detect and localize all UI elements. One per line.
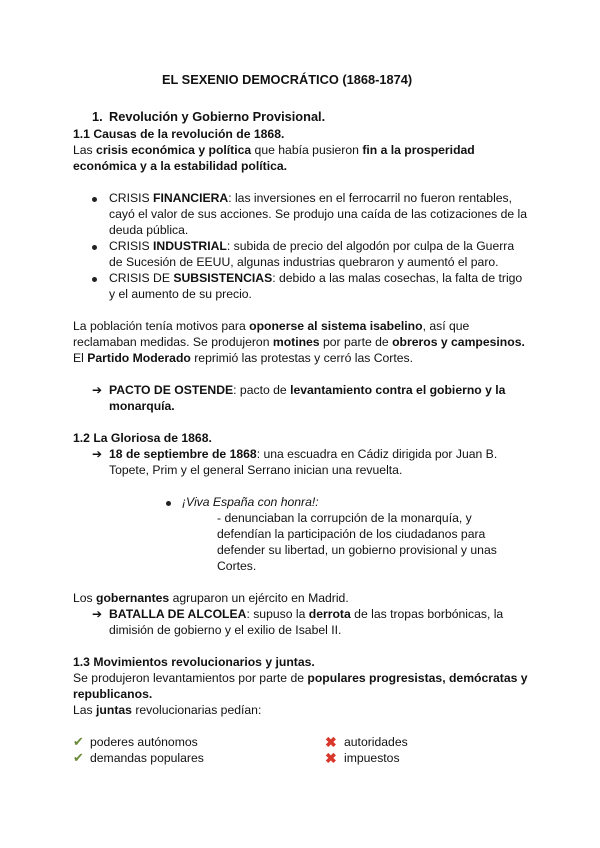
rejected-item: autoridades bbox=[344, 735, 408, 749]
subsection-1-2-heading: 1.2 La Gloriosa de 1868. bbox=[73, 431, 212, 445]
paragraph-line-3: El Partido Moderado reprimió las protestas y cerró las Cortes. bbox=[73, 351, 413, 365]
bullet-industrial-line-2: de Sucesión de EEUU, algunas industrias quebraron y aumentó el paro. bbox=[109, 255, 499, 269]
bullet-financiera-line-2: cayó el valor de sus acciones. Se produjo una caída de las cotizaciones de la bbox=[109, 207, 528, 221]
alcolea-line-1: BATALLA DE ALCOLEA: supuso la derrota de las tropas borbónicas, la bbox=[109, 607, 504, 621]
arrow-right-icon: ➔ bbox=[92, 383, 103, 397]
movimientos-line-1: Se produjeron levantamientos por parte de populares progresistas, demócratas y bbox=[73, 671, 528, 685]
paragraph-line-2: reclamaban medidas. Se produjeron motines por parte de obreros y campesinos. bbox=[73, 335, 525, 349]
cross-mark-icon: ✖ bbox=[325, 734, 337, 750]
arrow-right-icon: ➔ bbox=[92, 607, 103, 621]
viva-line-1: - denunciaban la corrupción de la monarquía, y bbox=[217, 511, 472, 525]
bullet-dot-icon bbox=[92, 245, 97, 250]
pacto-ostende-line-2: monarquía. bbox=[109, 399, 175, 413]
bullet-subsistencias-line-2: y el aumento de su precio. bbox=[109, 287, 252, 301]
subsection-1-3-heading: 1.3 Movimientos revolucionarios y juntas. bbox=[73, 655, 315, 669]
bullet-financiera: CRISIS FINANCIERA: las inversiones en el ferrocarril no fueron rentables, bbox=[109, 191, 513, 205]
rejected-item: impuestos bbox=[344, 751, 400, 765]
bullet-subsistencias: CRISIS DE SUBSISTENCIAS: debido a las malas cosechas, la falta de trigo bbox=[109, 271, 523, 285]
bullet-financiera-line-3: deuda pública. bbox=[109, 223, 189, 237]
bullet-dot-icon bbox=[166, 501, 171, 506]
movimientos-line-2: republicanos. bbox=[73, 687, 153, 701]
intro-line-2: económica y a la estabilidad política. bbox=[73, 159, 288, 173]
bullet-industrial: CRISIS INDUSTRIAL: subida de precio del algodón por culpa de la Guerra bbox=[109, 239, 515, 253]
demand-item: poderes autónomos bbox=[90, 735, 198, 749]
arrow-right-icon: ➔ bbox=[92, 447, 103, 461]
juntas-line: Las juntas revolucionarias pedían: bbox=[73, 703, 262, 717]
viva-espana-slogan: ¡Viva España con honra!: bbox=[182, 495, 319, 509]
cross-mark-icon: ✖ bbox=[325, 750, 337, 766]
check-mark-icon: ✔ bbox=[73, 750, 84, 765]
viva-line-3: defender su libertad, un gobierno provisional y unas bbox=[217, 543, 497, 557]
check-mark-icon: ✔ bbox=[73, 734, 84, 749]
viva-line-4: Cortes. bbox=[217, 559, 257, 573]
demand-item: demandas populares bbox=[90, 751, 204, 765]
septiembre-line-1: 18 de septiembre de 1868: una escuadra en Cádiz dirigida por Juan B. bbox=[109, 447, 498, 461]
pacto-ostende-line-1: PACTO DE OSTENDE: pacto de levantamiento contra el gobierno y la bbox=[109, 383, 506, 397]
paragraph-line-1: La población tenía motivos para oponerse al sistema isabelino, así que bbox=[73, 319, 470, 333]
section-1-number: 1. bbox=[92, 109, 103, 124]
gobernantes-line: Los gobernantes agruparon un ejército en Madrid. bbox=[73, 591, 349, 605]
alcolea-line-2: dimisión de gobierno y el exilio de Isabel II. bbox=[109, 623, 342, 637]
bullet-dot-icon bbox=[92, 197, 97, 202]
septiembre-line-2: Topete, Prim y el general Serrano inician una revuelta. bbox=[109, 463, 403, 477]
subsection-1-1-heading: 1.1 Causas de la revolución de 1868. bbox=[73, 127, 285, 141]
section-1-heading: Revolución y Gobierno Provisional. bbox=[109, 109, 326, 124]
viva-line-2: defendían la participación de los ciudadanos para bbox=[217, 527, 486, 541]
page-title: EL SEXENIO DEMOCRÁTICO (1868-1874) bbox=[162, 72, 413, 87]
intro-line-1: Las crisis económica y política que había pusieron fin a la prosperidad bbox=[73, 143, 475, 157]
bullet-dot-icon bbox=[92, 277, 97, 282]
